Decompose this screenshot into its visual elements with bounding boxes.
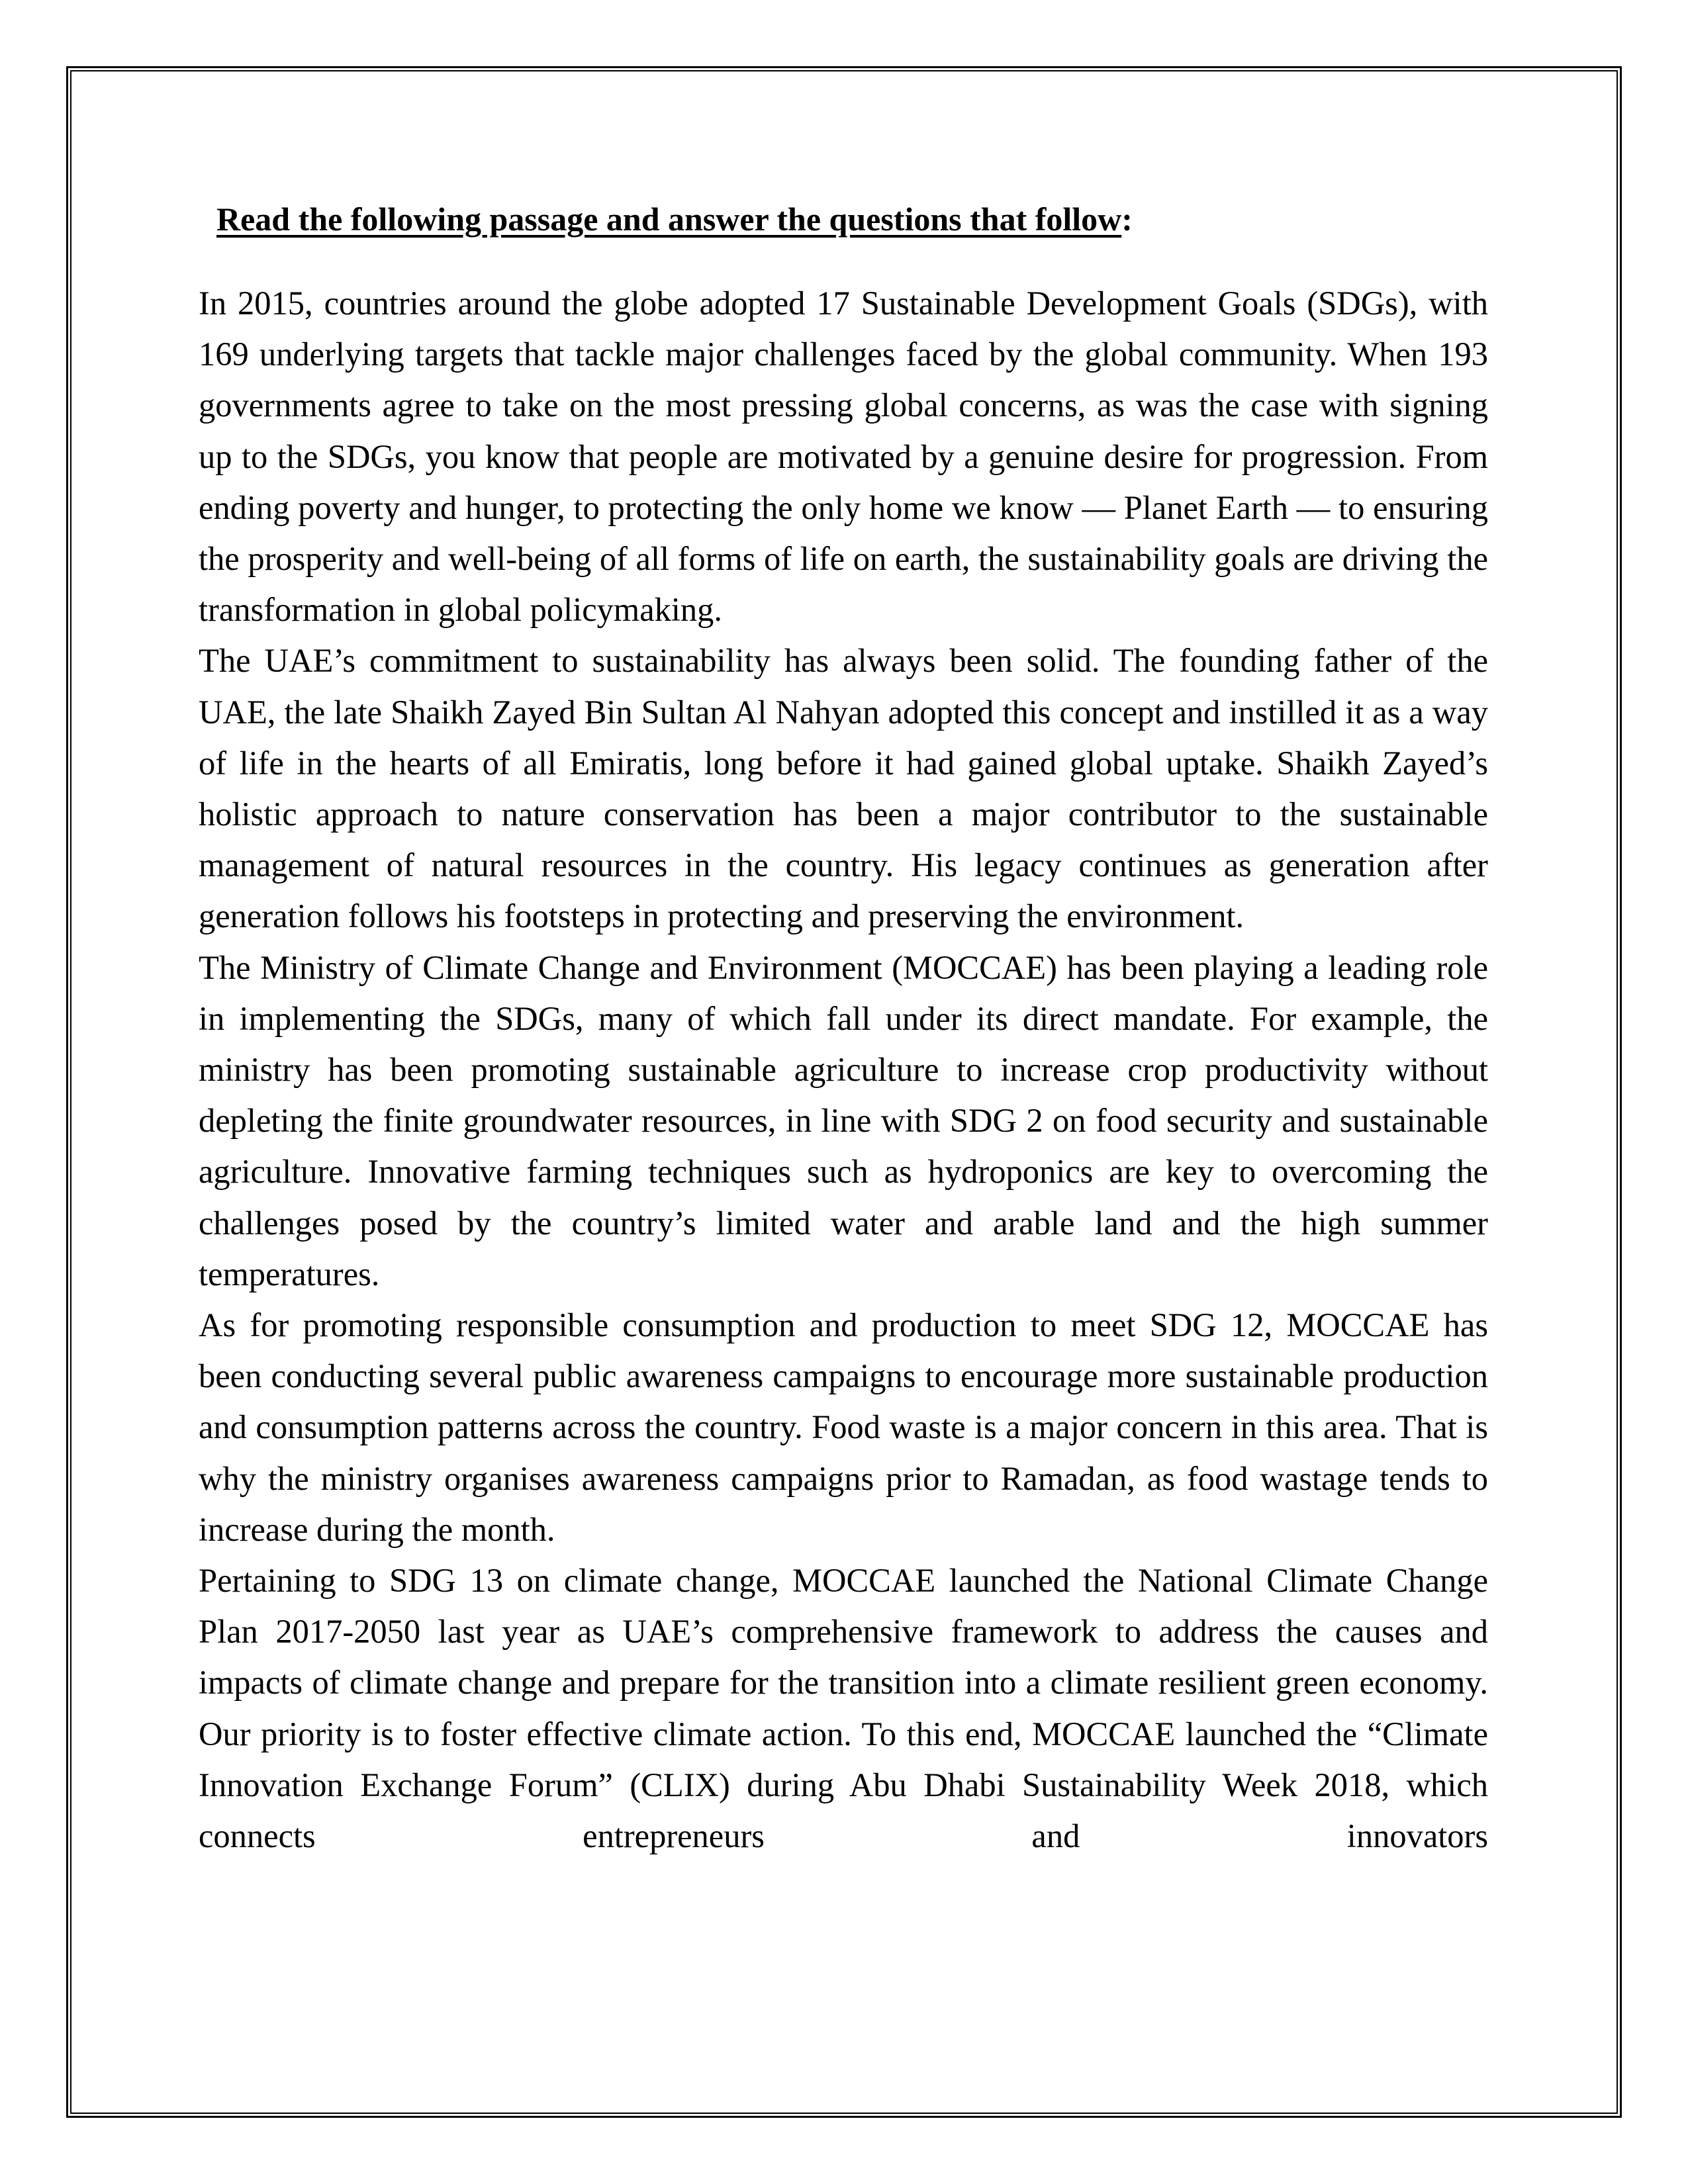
passage-paragraph-3: The Ministry of Climate Change and Environment (MOCCAE) has been playing a leading role in implementing the SDGs, many of which fall under its direct mandate. For example, the ministry has been promoting sustainable agriculture to increase crop productivity without depleting the finite groundwater resources, in line with SDG 2 on food security and sustainable agriculture. Innovative farming techniques such as hydroponics are key to overcoming the challenges posed by the country’s limited water and arable land and the high summer temperatures. xyxy=(199,948,1488,1293)
instruction-heading xyxy=(216,199,1133,240)
passage-paragraph-5: Pertaining to SDG 13 on climate change, MOCCAE launched the National Climate Change Plan 2017-2050 last year as UAE’s comprehensive framework to address the causes and impacts of climate change and prepare for the transition into a climate resilient green economy. Our priority is to foster effective climate action. To this end, MOCCAE launched the “Climate Innovation Exchange Forum” (CLIX) during Abu Dhabi Sustainability Week 2018, which connects entrepreneurs and innovators xyxy=(199,1562,1488,1855)
passage-paragraph-4: As for promoting responsible consumption and production to meet SDG 12, MOCCAE has been conducting several public awareness campaigns to encourage more sustainable production and consumption patterns across the country. Food waste is a major concern in this area. That is why the ministry organises awareness campaigns prior to Ramadan, as food wastage tends to increase during the month. xyxy=(199,1306,1488,1548)
passage-paragraph-2: The UAE’s commitment to sustainability has always been solid. The founding father of the UAE, the late Shaikh Zayed Bin Sultan Al Nahyan adopted this concept and instilled it as a way of life in the hearts of all Emiratis, long before it had gained global uptake. Shaikh Zayed’s holistic approach to nature conservation has been a major contributor to the sustainable management of natural resources in the country. His legacy continues as generation after generation follows his footsteps in protecting and preserving the environment. xyxy=(199,642,1488,935)
instruction-heading-text: Read the following passage and answer the questions that follow xyxy=(216,201,1122,238)
instruction-heading-colon: : xyxy=(1121,201,1133,238)
passage-paragraph-1: In 2015, countries around the globe adopted 17 Sustainable Development Goals (SDGs), with 169 underlying targets that tackle major challenges faced by the global community. When 193 governments agree to take on the most pressing global concerns, as was the case with signing up to the SDGs, you know that people are motivated by a genuine desire for progression. From ending poverty and hunger, to protecting the only home we know — Planet Earth — to ensuring the prosperity and well-being of all forms of life on earth, the sustainability goals are driving the transformation in global policymaking. xyxy=(199,285,1488,629)
reading-passage xyxy=(199,278,1488,1862)
